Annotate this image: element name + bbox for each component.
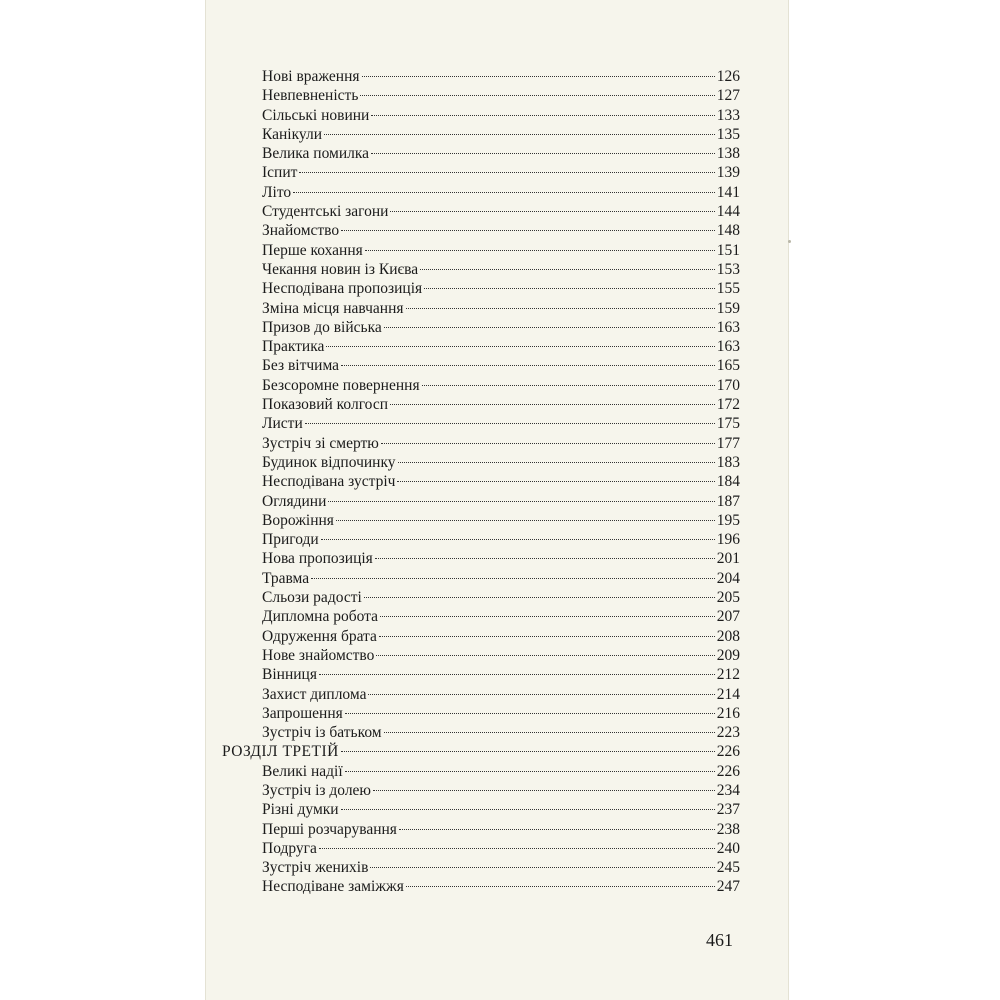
book-page xyxy=(206,0,788,1000)
toc-entry xyxy=(258,588,740,607)
toc-entry-page: 238 xyxy=(716,820,740,838)
toc-dot-leader xyxy=(324,134,715,135)
toc-entry-title: Оглядини xyxy=(262,492,327,510)
toc-entry-title: Знайомство xyxy=(262,222,340,240)
toc-entry-title: Показовий колгосп xyxy=(262,396,388,414)
toc-entry-page: 163 xyxy=(716,338,740,356)
toc-entry-title: Перші розчарування xyxy=(262,820,397,838)
toc-entry xyxy=(258,530,740,549)
toc-entry xyxy=(258,453,740,472)
toc-entry-title: Іспит xyxy=(262,164,298,182)
toc-entry xyxy=(258,260,740,279)
toc-entry-title: Великі надії xyxy=(262,762,343,780)
toc-dot-leader xyxy=(371,153,715,154)
toc-entry-title: Листи xyxy=(262,415,303,433)
toc-dot-leader xyxy=(376,655,714,656)
toc-dot-leader xyxy=(380,616,715,617)
toc-entry-page: 177 xyxy=(716,434,740,452)
toc-dot-leader xyxy=(379,636,715,637)
toc-entry-page: 196 xyxy=(716,531,740,549)
toc-entry-title: Вінниця xyxy=(262,666,317,684)
toc-entry-page: 163 xyxy=(716,318,740,336)
toc-dot-leader xyxy=(326,346,714,347)
toc-entry xyxy=(258,492,740,511)
toc-dot-leader xyxy=(390,211,714,212)
toc-dot-leader xyxy=(311,578,715,579)
toc-dot-leader xyxy=(328,501,714,502)
toc-entry xyxy=(258,607,740,626)
toc-entry xyxy=(258,781,740,800)
toc-entry xyxy=(258,221,740,240)
toc-dot-leader xyxy=(371,115,714,116)
toc-dot-leader xyxy=(384,732,715,733)
toc-entry-page: 223 xyxy=(716,724,740,742)
toc-dot-leader xyxy=(345,713,715,714)
toc-entry xyxy=(258,183,740,202)
toc-entry-page: 247 xyxy=(716,878,740,896)
toc-entry xyxy=(258,318,740,337)
toc-entry-title: Зустріч женихів xyxy=(262,859,369,877)
toc-entry xyxy=(258,202,740,221)
toc-entry-page: 155 xyxy=(716,280,740,298)
toc-entry-title: Будинок відпочинку xyxy=(262,453,396,471)
toc-dot-leader xyxy=(305,423,715,424)
toc-entry-page: 214 xyxy=(716,685,740,703)
toc-entry xyxy=(258,414,740,433)
toc-entry-title: Зустріч із долею xyxy=(262,781,372,799)
toc-dot-leader xyxy=(299,172,714,173)
toc-entry xyxy=(258,163,740,182)
toc-entry-page: 141 xyxy=(716,183,740,201)
toc-dot-leader xyxy=(397,481,714,482)
toc-entry-page: 138 xyxy=(716,145,740,163)
toc-entry-title: Травма xyxy=(262,569,310,587)
toc-entry-page: 159 xyxy=(716,299,740,317)
toc-entry-page: 207 xyxy=(716,608,740,626)
toc-dot-leader xyxy=(362,76,715,77)
toc-entry-page: 187 xyxy=(716,492,740,510)
toc-entry-title: Невпевненість xyxy=(262,87,359,105)
toc-entry xyxy=(258,820,740,839)
toc-dot-leader xyxy=(398,462,715,463)
toc-entry-page: 237 xyxy=(716,801,740,819)
toc-entry-title: Подруга xyxy=(262,839,317,857)
toc-entry xyxy=(258,549,740,568)
toc-entry-page: 135 xyxy=(716,125,740,143)
toc-entry-title: Сільські новини xyxy=(262,106,370,124)
toc-dot-leader xyxy=(345,771,715,772)
toc-entry-title: Велика помилка xyxy=(262,145,370,163)
toc-dot-leader xyxy=(375,558,715,559)
toc-entry xyxy=(258,511,740,530)
toc-entry-page: 212 xyxy=(716,666,740,684)
toc-entry xyxy=(258,356,740,375)
toc-entry-title: Літо xyxy=(262,183,292,201)
toc-dot-leader xyxy=(406,886,715,887)
toc-entry-page: 184 xyxy=(716,473,740,491)
toc-dot-leader xyxy=(370,867,714,868)
toc-entry-page: 245 xyxy=(716,859,740,877)
toc-entry-title: Перше кохання xyxy=(262,241,363,259)
toc-entry-page: 195 xyxy=(716,511,740,529)
toc-entry xyxy=(258,434,740,453)
toc-entry xyxy=(258,241,740,260)
toc-dot-leader xyxy=(341,809,715,810)
toc-entry-title: Нове знайомство xyxy=(262,646,375,664)
toc-entry-page: 201 xyxy=(716,550,740,568)
toc-dot-leader xyxy=(364,597,715,598)
toc-entry-page: 209 xyxy=(716,646,740,664)
toc-dot-leader xyxy=(336,520,715,521)
toc-entry-title: Нова пропозиція xyxy=(262,550,373,568)
toc-entry-page: 172 xyxy=(716,396,740,414)
toc-entry xyxy=(258,67,740,86)
toc-entry-title: Студентські загони xyxy=(262,203,389,221)
toc-entry-page: 148 xyxy=(716,222,740,240)
toc-entry-page: 226 xyxy=(716,743,740,761)
toc-dot-leader xyxy=(424,288,715,289)
toc-entry-page: 165 xyxy=(716,357,740,375)
toc-entry-page: 183 xyxy=(716,453,740,471)
toc-dot-leader xyxy=(360,95,714,96)
toc-entry-title: Несподівана зустріч xyxy=(262,473,396,491)
toc-entry-page: 144 xyxy=(716,203,740,221)
toc-entry-title: Захист диплома xyxy=(262,685,367,703)
toc-entry xyxy=(258,877,740,896)
toc-entry-page: 170 xyxy=(716,376,740,394)
toc-entry-title: Безсоромне повернення xyxy=(262,376,420,394)
toc-entry-title: Зміна місця навчання xyxy=(262,299,404,317)
toc-entry-page: 151 xyxy=(716,241,740,259)
toc-entry-title: Ворожіння xyxy=(262,511,334,529)
toc-entry-page: 240 xyxy=(716,839,740,857)
toc-dot-leader xyxy=(293,192,715,193)
toc-entry-title: Пригоди xyxy=(262,531,319,549)
toc-entry-title: Сльози радості xyxy=(262,589,362,607)
toc-entry xyxy=(258,106,740,125)
toc-dot-leader xyxy=(422,385,715,386)
toc-entry-title: Несподівана пропозиція xyxy=(262,280,423,298)
toc-entry-title: Практика xyxy=(262,338,325,356)
toc-dot-leader xyxy=(319,674,715,675)
toc-entry-title: Без вітчима xyxy=(262,357,340,375)
toc-entry xyxy=(258,569,740,588)
toc-entry-page: 175 xyxy=(716,415,740,433)
toc-entry-title: Дипломна робота xyxy=(262,608,378,626)
toc-entry-page: 126 xyxy=(716,68,740,85)
toc-entry-page: 133 xyxy=(716,106,740,124)
toc-entry xyxy=(258,723,740,742)
toc-entry-page: 216 xyxy=(716,704,740,722)
toc-entry xyxy=(258,395,740,414)
toc-entry-title: Зустріч зі смертю xyxy=(262,434,379,452)
toc-entry-page: 226 xyxy=(716,762,740,780)
toc-entry-title: Зустріч із батьком xyxy=(262,724,382,742)
toc-entry-page: 139 xyxy=(716,164,740,182)
toc-entry xyxy=(258,665,740,684)
toc-entry xyxy=(258,627,740,646)
toc-dot-leader xyxy=(406,308,715,309)
toc-entry xyxy=(258,337,740,356)
toc-entry-page: 208 xyxy=(716,627,740,645)
paper-speck xyxy=(788,240,791,243)
toc-dot-leader xyxy=(399,829,715,830)
toc-entry xyxy=(258,762,740,781)
toc-dot-leader xyxy=(321,539,715,540)
toc-dot-leader xyxy=(365,250,715,251)
toc-entry xyxy=(258,125,740,144)
toc-entry xyxy=(258,86,740,105)
toc-dot-leader xyxy=(390,404,715,405)
toc-section-heading xyxy=(222,742,740,761)
toc-dot-leader xyxy=(373,790,715,791)
toc-dot-leader xyxy=(319,848,715,849)
toc-entry-page: 153 xyxy=(716,260,740,278)
toc-entry xyxy=(258,704,740,723)
toc-entry-title: Чекання новин із Києва xyxy=(262,260,419,278)
toc-dot-leader xyxy=(341,751,715,752)
toc-entry xyxy=(258,376,740,395)
table-of-contents xyxy=(222,67,740,897)
toc-dot-leader xyxy=(341,230,715,231)
toc-entry-title: Нові враження xyxy=(262,68,360,85)
toc-dot-leader xyxy=(381,443,715,444)
toc-entry-title: Запрошення xyxy=(262,704,343,722)
toc-entry xyxy=(258,299,740,318)
toc-entry xyxy=(258,839,740,858)
toc-entry-title: РОЗДІЛ ТРЕТІЙ xyxy=(222,743,339,761)
toc-entry-title: Канікули xyxy=(262,125,323,143)
toc-entry xyxy=(258,646,740,665)
toc-dot-leader xyxy=(384,327,715,328)
toc-entry xyxy=(258,144,740,163)
toc-entry xyxy=(258,279,740,298)
toc-entry-page: 127 xyxy=(716,87,740,105)
toc-entry xyxy=(258,800,740,819)
toc-entry-title: Несподіване заміжжя xyxy=(262,878,404,896)
page-number: 461 xyxy=(706,930,733,950)
toc-dot-leader xyxy=(420,269,715,270)
toc-entry-title: Різні думки xyxy=(262,801,339,819)
toc-entry-title: Одруження брата xyxy=(262,627,377,645)
toc-entry-title: Призов до війська xyxy=(262,318,382,336)
toc-entry-page: 234 xyxy=(716,781,740,799)
toc-entry xyxy=(258,858,740,877)
toc-dot-leader xyxy=(368,694,714,695)
toc-entry-page: 204 xyxy=(716,569,740,587)
toc-entry xyxy=(258,472,740,491)
toc-entry xyxy=(258,685,740,704)
toc-entry-page: 205 xyxy=(716,589,740,607)
toc-dot-leader xyxy=(341,365,715,366)
